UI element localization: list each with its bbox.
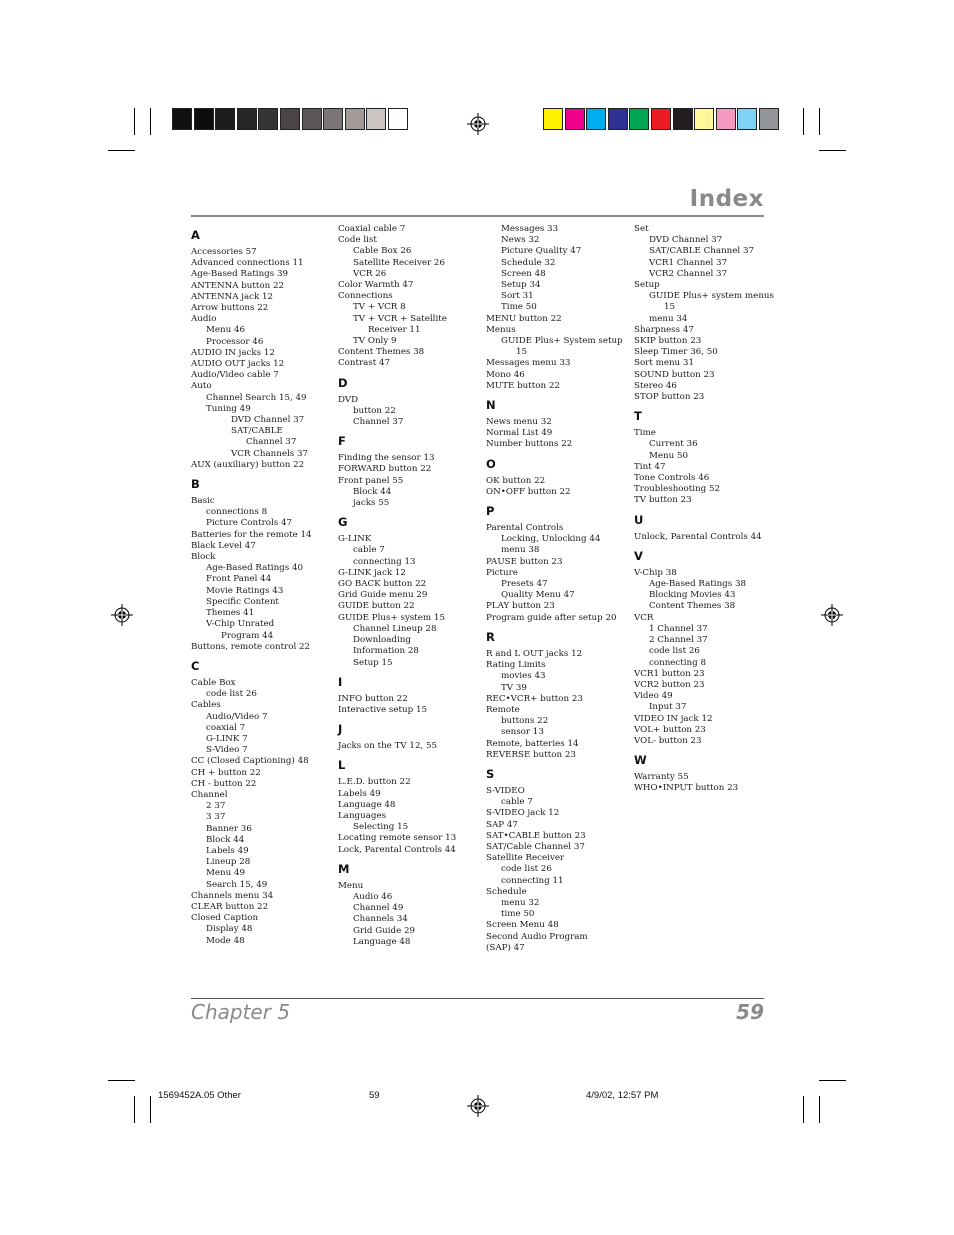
index-letter-heading: D — [338, 375, 348, 390]
index-letter-heading: J — [338, 722, 343, 737]
color-swatch — [280, 108, 300, 130]
crop-mark — [150, 108, 151, 135]
index-entry: Front Panel 44 — [206, 574, 272, 585]
index-entry: Buttons, remote control 22 — [191, 641, 311, 652]
index-entry: Tint 47 — [634, 461, 666, 472]
index-entry: SAT/Cable Channel 37 — [486, 841, 585, 852]
index-entry: Sleep Timer 36, 50 — [634, 347, 718, 358]
index-entry: TV + VCR + Satellite — [353, 313, 447, 324]
color-swatch — [345, 108, 365, 130]
index-entry: Channel Lineup 28 — [353, 623, 437, 634]
index-entry: GO BACK button 22 — [338, 579, 427, 590]
index-entry: Sort menu 31 — [634, 358, 694, 369]
index-entry: Finding the sensor 13 — [338, 453, 435, 464]
registration-mark-icon — [467, 113, 489, 135]
index-entry: menu 32 — [501, 897, 540, 908]
index-column-1 — [191, 224, 331, 947]
index-entry: Connections — [338, 291, 393, 302]
index-entry: Age-Based Ratings 40 — [206, 563, 304, 574]
index-entry: Batteries for the remote 14 — [191, 529, 312, 540]
index-letter-heading: M — [338, 861, 350, 876]
index-entry: Menu 50 — [649, 450, 689, 461]
index-entry: code list 26 — [206, 689, 257, 700]
index-entry: Block 44 — [353, 486, 392, 497]
index-entry: Cables — [191, 700, 221, 711]
index-entry: Downloading — [353, 635, 411, 646]
index-entry: Satellite Receiver 26 — [353, 257, 445, 268]
index-entry: Picture Controls 47 — [206, 518, 293, 529]
index-entry: MENU button 22 — [486, 313, 562, 324]
index-entry: connecting 13 — [353, 556, 416, 567]
index-entry: Video 49 — [634, 691, 673, 702]
index-entry: menu 38 — [501, 545, 540, 556]
index-entry: DVD Channel 37 — [231, 415, 305, 426]
color-swatch — [737, 108, 757, 130]
index-entry: DVD — [338, 394, 359, 405]
color-swatch — [194, 108, 214, 130]
index-entry: TV 39 — [501, 682, 527, 693]
index-entry: 1 Channel 37 — [649, 623, 708, 634]
color-swatch — [366, 108, 386, 130]
color-swatch — [258, 108, 278, 130]
index-entry: Grid Guide menu 29 — [338, 590, 428, 601]
index-entry: VIDEO IN jack 12 — [634, 713, 713, 724]
index-entry: Coaxial cable 7 — [338, 224, 406, 234]
index-entry: Mono 46 — [486, 369, 525, 380]
index-entry: Auto — [191, 381, 212, 392]
color-swatch — [586, 108, 606, 130]
index-letter-heading: I — [338, 674, 343, 689]
index-entry: cable 7 — [501, 797, 533, 808]
index-entry: DVD Channel 37 — [649, 235, 723, 246]
index-entry: Locating remote sensor 13 — [338, 833, 457, 844]
index-entry: Content Themes 38 — [338, 347, 425, 358]
index-entry: Screen 48 — [501, 268, 546, 279]
index-entry: movies 43 — [501, 671, 546, 682]
index-entry: button 22 — [353, 405, 396, 416]
index-entry: Menus — [486, 324, 516, 335]
index-entry: Unlock, Parental Controls 44 — [634, 531, 762, 542]
index-entry: G-LINK 7 — [206, 733, 248, 744]
registration-mark-icon — [111, 604, 133, 626]
index-entry: G-LINK — [338, 534, 372, 545]
index-entry: SAT/CABLE — [231, 426, 283, 437]
index-entry: SAP 47 — [486, 819, 518, 830]
index-entry: Themes 41 — [206, 608, 255, 619]
index-entry: Grid Guide 29 — [353, 925, 416, 936]
index-entry: code list 26 — [501, 864, 552, 875]
page-title: Index — [689, 186, 764, 212]
registration-mark-icon — [821, 604, 843, 626]
index-entry: Age-Based Ratings 39 — [191, 269, 289, 280]
index-entry: GUIDE Plus+ System setup — [501, 336, 623, 347]
crop-mark — [819, 150, 846, 151]
index-entry: Picture Quality 47 — [501, 246, 582, 257]
index-column-3 — [486, 224, 626, 954]
index-letter-heading: R — [486, 629, 495, 644]
index-entry: Lock, Parental Controls 44 — [338, 844, 456, 855]
index-entry: coaxial 7 — [206, 722, 246, 733]
color-swatch — [651, 108, 671, 130]
index-entry: 2 Channel 37 — [649, 635, 708, 646]
index-entry: Interactive setup 15 — [338, 704, 428, 715]
crop-mark — [150, 1096, 151, 1123]
color-swatch — [565, 108, 585, 130]
index-entry: Channel Search 15, 49 — [206, 392, 307, 403]
index-entry: V-Chip Unrated — [206, 619, 275, 630]
index-entry: Channel 49 — [353, 903, 404, 914]
index-letter-heading: F — [338, 434, 346, 449]
chapter-label: Chapter 5 — [191, 1000, 291, 1024]
header-rule — [191, 215, 764, 217]
index-entry: sensor 13 — [501, 727, 544, 738]
index-entry: GUIDE button 22 — [338, 601, 415, 612]
index-entry: Remote, batteries 14 — [486, 738, 579, 749]
index-entry: Banner 36 — [206, 823, 252, 834]
index-letter-heading: U — [634, 512, 644, 527]
index-entry: Front panel 55 — [338, 475, 404, 486]
index-entry: time 50 — [501, 909, 535, 920]
index-entry: Basic — [191, 496, 215, 507]
index-entry: Locking, Unlocking 44 — [501, 534, 601, 545]
index-entry: Information 28 — [353, 646, 419, 657]
index-entry: Normal List 49 — [486, 428, 553, 439]
slug-page: 59 — [369, 1090, 380, 1101]
index-entry: V-Chip 38 — [634, 567, 677, 578]
index-entry: code list 26 — [649, 646, 700, 657]
index-entry: buttons 22 — [501, 716, 549, 727]
index-entry: Warranty 55 — [634, 772, 689, 783]
index-letter-heading: N — [486, 398, 496, 413]
index-letter-heading: A — [191, 228, 200, 242]
index-entry: Jacks on the TV 12, 55 — [338, 741, 438, 752]
color-swatch — [673, 108, 693, 130]
index-entry: Selecting 15 — [353, 822, 409, 833]
index-entry: Contrast 47 — [338, 358, 391, 369]
index-entry: AUX (auxiliary) button 22 — [191, 459, 305, 470]
index-column-2 — [338, 224, 478, 948]
index-entry: R and L OUT jacks 12 — [486, 648, 583, 659]
slug-date: 4/9/02, 12:57 PM — [586, 1090, 659, 1101]
index-entry: VOL- button 23 — [634, 735, 702, 746]
crop-mark — [108, 1080, 135, 1081]
index-entry: VCR 26 — [353, 268, 387, 279]
index-entry: menu 34 — [649, 313, 688, 324]
index-entry: Set — [634, 224, 649, 234]
color-swatch — [237, 108, 257, 130]
index-entry: connections 8 — [206, 507, 268, 518]
index-entry: Specific Content — [206, 596, 279, 607]
crop-mark — [819, 1080, 846, 1081]
index-entry: Setup — [634, 280, 660, 291]
index-entry: VOL+ button 23 — [634, 724, 706, 735]
index-entry: Processor 46 — [206, 336, 264, 347]
slug-job: 1569452A.05 Other — [158, 1090, 241, 1101]
index-entry: CH + button 22 — [191, 767, 261, 778]
index-entry: Accessories 57 — [191, 247, 257, 257]
index-entry: Advanced connections 11 — [191, 258, 304, 269]
index-entry: TV + VCR 8 — [353, 302, 406, 313]
index-entry: Satellite Receiver — [486, 853, 565, 864]
index-entry: GUIDE Plus+ system 15 — [338, 612, 445, 623]
index-entry: Arrow buttons 22 — [191, 303, 269, 314]
index-entry: Current 36 — [649, 439, 698, 450]
page-number: 59 — [736, 1000, 764, 1024]
crop-mark — [108, 150, 135, 151]
index-entry: CH - button 22 — [191, 778, 257, 789]
index-entry: Time 50 — [501, 302, 537, 313]
index-entry: cable 7 — [353, 545, 385, 556]
index-entry: OK button 22 — [486, 475, 546, 486]
color-swatch — [302, 108, 322, 130]
index-entry: connecting 11 — [501, 875, 564, 886]
index-letter-heading: C — [191, 658, 200, 673]
index-entry: Receiver 11 — [368, 324, 421, 335]
footer-rule — [191, 998, 764, 999]
index-entry: TV button 23 — [634, 495, 692, 506]
index-entry: VCR Channels 37 — [231, 448, 309, 459]
color-swatch — [215, 108, 235, 130]
index-entry: PLAY button 23 — [486, 601, 555, 612]
index-entry: Audio — [191, 314, 217, 325]
index-column-4 — [634, 224, 774, 795]
index-entry: Block 44 — [206, 834, 245, 845]
index-entry: Cable Box 26 — [353, 246, 412, 257]
index-entry: G-LINK jack 12 — [338, 567, 406, 578]
index-entry: 15 — [516, 347, 528, 358]
index-letter-heading: P — [486, 504, 495, 519]
index-entry: ON•OFF button 22 — [486, 486, 571, 497]
index-entry: Time — [634, 428, 656, 439]
index-entry: Block — [191, 552, 216, 563]
index-entry: Channel 37 — [246, 437, 297, 448]
index-entry: (SAP) 47 — [486, 942, 525, 953]
index-entry: ANTENNA button 22 — [191, 280, 285, 291]
index-entry: Sort 31 — [501, 291, 534, 302]
index-letter-heading: L — [338, 758, 346, 773]
index-entry: Rating Limits — [486, 660, 546, 671]
index-entry: S-VIDEO jack 12 — [486, 808, 560, 819]
index-entry: Menu 49 — [206, 868, 246, 879]
registration-mark-icon — [467, 1095, 489, 1117]
index-entry: Schedule 32 — [501, 257, 556, 268]
crop-mark — [819, 108, 820, 135]
index-entry: Tone Controls 46 — [634, 473, 710, 484]
index-entry: Sharpness 47 — [634, 324, 694, 335]
color-swatch — [543, 108, 563, 130]
color-swatch — [323, 108, 343, 130]
index-entry: Tuning 49 — [206, 403, 251, 414]
index-entry: S-VIDEO — [486, 785, 525, 796]
index-entry: VCR — [634, 612, 654, 623]
crop-mark — [803, 1096, 804, 1123]
index-entry: Language 48 — [353, 936, 411, 947]
index-entry: Input 37 — [649, 702, 687, 713]
index-entry: Program guide after setup 20 — [486, 612, 617, 623]
index-entry: Language 48 — [338, 799, 396, 810]
index-entry: Channels 34 — [353, 914, 408, 925]
index-entry: Black Level 47 — [191, 540, 256, 551]
index-entry: Age-Based Ratings 38 — [649, 579, 747, 590]
index-entry: VCR1 Channel 37 — [649, 257, 728, 268]
index-entry: Schedule — [486, 886, 527, 897]
index-entry: connecting 8 — [649, 657, 707, 668]
index-entry: Parental Controls — [486, 523, 564, 534]
index-entry: Audio 46 — [353, 891, 393, 902]
index-entry: Languages — [338, 810, 387, 821]
index-entry: Audio/Video 7 — [206, 711, 268, 722]
index-entry: jacks 55 — [353, 498, 390, 509]
index-entry: 15 — [664, 302, 676, 313]
index-entry: Program 44 — [221, 630, 274, 641]
index-entry: SAT•CABLE button 23 — [486, 830, 586, 841]
crop-mark — [134, 1096, 135, 1123]
index-letter-heading: S — [486, 766, 495, 781]
index-entry: 3 37 — [206, 812, 226, 823]
index-entry: Setup 34 — [501, 280, 541, 291]
index-entry: Screen Menu 48 — [486, 920, 559, 931]
index-entry: Menu — [338, 880, 364, 891]
index-entry: Movie Ratings 43 — [206, 585, 284, 596]
index-entry: Cable Box — [191, 677, 236, 688]
index-entry: Number buttons 22 — [486, 439, 573, 450]
color-swatch — [694, 108, 714, 130]
index-entry: L.E.D. button 22 — [338, 777, 411, 788]
index-entry: PAUSE button 23 — [486, 556, 563, 567]
index-entry: Blocking Movies 43 — [649, 590, 736, 601]
index-entry: VCR1 button 23 — [634, 668, 705, 679]
index-entry: STOP button 23 — [634, 392, 705, 403]
color-swatch — [716, 108, 736, 130]
index-entry: Messages menu 33 — [486, 358, 571, 369]
index-entry: Troubleshooting 52 — [634, 484, 721, 495]
index-entry: Audio/Video cable 7 — [191, 370, 279, 381]
index-entry: FORWARD button 22 — [338, 464, 432, 475]
index-entry: TV Only 9 — [353, 336, 397, 347]
index-entry: VCR2 button 23 — [634, 679, 705, 690]
index-entry: WHO•INPUT button 23 — [634, 783, 739, 794]
index-letter-heading: B — [191, 477, 200, 492]
index-entry: Setup 15 — [353, 657, 393, 668]
index-entry: Second Audio Program — [486, 931, 588, 942]
index-entry: SOUND button 23 — [634, 369, 715, 380]
index-entry: Labels 49 — [338, 788, 381, 799]
index-entry: S-Video 7 — [206, 745, 248, 756]
index-entry: AUDIO OUT jacks 12 — [191, 359, 285, 370]
index-entry: Display 48 — [206, 924, 253, 935]
index-entry: CC (Closed Captioning) 48 — [191, 756, 309, 767]
index-entry: Lineup 28 — [206, 857, 251, 868]
index-entry: AUDIO IN jacks 12 — [191, 347, 275, 358]
index-entry: Channel — [191, 789, 228, 800]
index-entry: Menu 46 — [206, 325, 246, 336]
index-entry: Closed Caption — [191, 913, 259, 924]
color-swatch — [608, 108, 628, 130]
index-entry: News 32 — [501, 235, 540, 246]
color-swatch — [629, 108, 649, 130]
index-entry: Messages 33 — [501, 224, 559, 234]
crop-mark — [819, 1096, 820, 1123]
index-entry: Channels menu 34 — [191, 890, 274, 901]
index-letter-heading: T — [634, 409, 642, 424]
index-entry: MUTE button 22 — [486, 380, 560, 391]
index-letter-heading: V — [634, 548, 643, 563]
index-entry: Labels 49 — [206, 845, 249, 856]
index-entry: VCR2 Channel 37 — [649, 268, 728, 279]
color-swatch — [388, 108, 408, 130]
index-letter-heading: G — [338, 515, 348, 530]
index-entry: Stereo 46 — [634, 380, 677, 391]
index-entry: Mode 48 — [206, 935, 245, 946]
index-entry: Picture — [486, 567, 518, 578]
index-entry: Remote — [486, 704, 520, 715]
index-letter-heading: W — [634, 753, 647, 768]
index-entry: Presets 47 — [501, 579, 548, 590]
index-entry: News menu 32 — [486, 417, 552, 428]
index-entry: Content Themes 38 — [649, 601, 736, 612]
index-entry: ANTENNA jack 12 — [191, 291, 274, 302]
index-entry: Search 15, 49 — [206, 879, 268, 890]
index-entry: REC•VCR+ button 23 — [486, 693, 583, 704]
index-entry: Color Warmth 47 — [338, 280, 414, 291]
index-entry: 2 37 — [206, 801, 226, 812]
index-letter-heading: O — [486, 456, 496, 471]
index-entry: GUIDE Plus+ system menus — [649, 291, 774, 302]
color-swatch — [172, 108, 192, 130]
index-entry: REVERSE button 23 — [486, 749, 576, 760]
index-entry: Quality Menu 47 — [501, 590, 575, 601]
index-entry: CLEAR button 22 — [191, 901, 269, 912]
crop-mark — [803, 108, 804, 135]
index-entry: SKIP button 23 — [634, 336, 702, 347]
index-entry: INFO button 22 — [338, 693, 408, 704]
index-entry: Code list — [338, 235, 377, 246]
crop-mark — [134, 108, 135, 135]
index-entry: Channel 37 — [353, 417, 404, 428]
index-entry: SAT/CABLE Channel 37 — [649, 246, 754, 257]
color-swatch — [759, 108, 779, 130]
